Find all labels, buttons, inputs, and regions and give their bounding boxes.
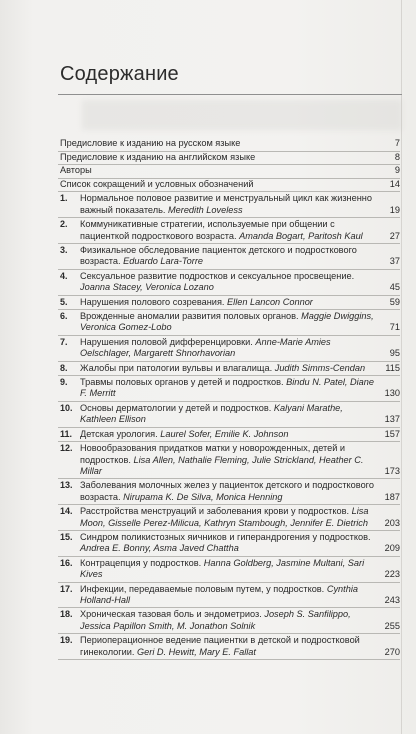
chapter-number: 19. [60,635,73,646]
toc-chapter-row[interactable] [58,634,400,660]
toc-chapter-row[interactable] [58,583,400,609]
chapter-entry [80,311,400,334]
toc-chapter-row[interactable] [58,531,400,557]
chapter-title: Физикальное обследование пациенток детского и подросткового возраста. [80,245,357,267]
page-number: 137 [384,414,400,425]
chapter-number: 12. [60,443,73,454]
chapter-title: Синдром поликистозных яичников и гиперандрогения у подростков. [80,531,371,542]
chapter-title: Жалобы при патологии вульвы и влагалища. [80,362,273,373]
chapter-number: 9. [60,377,68,388]
toc-chapter-row[interactable] [58,402,400,428]
chapter-authors: Cynthia Holland-Hall [80,583,358,605]
chapter-number: 18. [60,609,73,620]
chapter-entry [80,219,400,242]
chapter-authors: Lisa Allen, Nathalie Fleming, Julie Strickland, Heather C. Millar [80,454,364,476]
chapter-authors: Lisa Moon, Gisselle Perez-Milicua, Kathryn Stambough, Jennifer E. Dietrich [80,506,369,528]
chapter-entry [80,193,400,216]
preface-title: Авторы [60,165,92,176]
page-number: 37 [389,256,400,267]
chapter-authors: Anne-Marie Amies Oelschlager, Margarett Shnorhavorian [80,336,331,359]
chapter-number: 10. [60,402,73,413]
page-number: 59 [389,296,400,307]
toc-chapter-row[interactable] [58,270,400,296]
chapter-number: 8. [60,362,68,373]
toc-chapter-row[interactable] [58,505,400,531]
page-number: 14 [389,178,400,189]
chapter-number: 6. [60,311,68,322]
chapter-entry [80,297,400,308]
chapter-title: Травмы половых органов у детей и подростков. [80,377,284,388]
chapter-title: Расстройства менструаций и заболевания крови у подростков. [80,506,350,517]
page-number: 8 [394,151,400,162]
chapter-authors: Ellen Lancon Connor [227,296,313,307]
chapter-title: Сексуальное развитие подростков и сексуальное просвещение. [80,270,355,281]
page-number: 115 [385,362,400,373]
chapter-authors: Andrea E. Bonny, Asma Javed Chattha [80,543,239,554]
chapter-authors: Laurel Sofer, Emilie K. Johnson [160,428,289,439]
chapter-authors: Hanna Goldberg, Jasmine Multani, Sari Kives [80,557,365,580]
chapter-number: 7. [60,336,68,347]
chapter-number: 16. [60,557,73,568]
chapter-number: 15. [60,531,73,542]
chapter-title: Новообразования придатков матки у новорожденных, детей и подростков. [80,443,346,465]
page-title: Содержание [60,63,179,85]
chapter-entry [80,532,400,555]
preface-title: Список сокращений и условных обозначений [60,178,254,189]
chapter-title: Контрацепция у подростков. [80,557,202,568]
toc-chapter-row[interactable] [58,376,400,402]
chapter-entry [80,558,400,581]
bleed-through-shadow [82,100,402,130]
chapter-title: Заболевания молочных желез у пациенток детского и подросткового возраста. [80,480,374,502]
chapter-number: 11. [60,428,73,439]
chapter-number: 4. [60,270,68,281]
chapter-entry [80,337,400,360]
toc-chapter-row[interactable] [58,479,400,505]
page-number: 209 [384,543,400,554]
chapter-title: Основы дерматологии у детей и подростков. [80,402,272,413]
chapter-authors: Meredith Loveless [168,204,243,215]
chapter-entry [80,609,400,632]
chapter-title: Нормальное половое развитие и менструальный цикл как жизненно важный показатель. [80,193,372,215]
chapter-entry [80,377,400,400]
page-number: 243 [384,594,400,605]
page-number: 157 [384,428,400,439]
chapter-authors: Judith Simms-Cendan [274,362,366,373]
chapter-title: Периоперационное ведение пациентки в детской и подростковой гинекологии. [80,635,360,657]
chapter-authors: Geri D. Hewitt, Mary E. Fallat [137,646,256,657]
title-rule [58,94,402,95]
page-number: 9 [394,165,400,176]
chapter-authors: Joanna Stacey, Veronica Lozano [80,282,214,293]
chapter-number: 2. [60,219,68,230]
toc-chapter-row[interactable] [58,442,400,479]
page-number: 27 [389,230,400,241]
chapter-title: Нарушения половой дифференцировки. [80,336,253,347]
page-number: 187 [384,491,400,502]
chapter-title: Нарушения полового созревания. [80,296,225,307]
chapter-entry [80,480,400,503]
chapter-entry [80,429,400,440]
page-number: 270 [384,646,400,657]
page-number: 130 [384,388,400,399]
chapter-title: Хроническая тазовая боль и эндометриоз. [80,609,262,620]
chapter-title: Детская урология. [80,428,158,439]
chapter-number: 14. [60,506,73,517]
chapter-entry [80,584,400,607]
chapter-authors: Bindu N. Patel, Diane F. Merritt [80,377,374,399]
page-number: 7 [394,138,400,149]
toc-preface-row[interactable] [58,152,400,166]
chapter-title: Инфекции, передаваемые половым путем, у подростков. [80,583,325,594]
chapter-authors: Joseph S. Sanfilippo, Jessica Papillon Smith, M. Jonathon Solnik [80,609,351,631]
chapter-title: Врожденные аномалии развития половых органов. [80,311,299,322]
toc-chapter-row[interactable] [58,557,400,583]
chapter-title: Коммуникативные стратегии, используемые при общении с пациенткой подросткового возраста. [80,219,335,241]
chapter-number: 1. [60,193,68,204]
preface-title: Предисловие к изданию на русском языке [60,138,241,148]
toc-chapter-row[interactable] [58,428,400,442]
chapter-number: 5. [60,296,68,307]
chapter-entry [80,271,400,294]
page-number: 71 [389,322,400,333]
page-number: 173 [384,465,400,476]
page-number: 203 [384,517,400,528]
toc-preface-row[interactable] [58,165,400,179]
page-number: 95 [389,348,400,359]
toc-preface-row[interactable] [58,138,400,152]
toc-chapter-row[interactable] [58,192,400,218]
toc-chapter-row[interactable] [58,608,400,634]
chapter-authors: Eduardo Lara-Torre [123,256,203,267]
chapter-authors: Amanda Bogart, Paritosh Kaul [239,230,363,241]
toc-chapter-row[interactable] [58,362,400,376]
toc-chapter-row[interactable] [58,244,400,270]
toc-chapter-row[interactable] [58,296,400,310]
chapter-entry [80,363,400,374]
page-number: 19 [389,204,400,215]
chapter-entry [80,245,400,268]
preface-title: Предисловие к изданию на английском языке [60,151,256,162]
chapter-entry [80,635,400,658]
page-number: 45 [389,282,400,293]
toc-chapter-row[interactable] [58,310,400,336]
chapter-number: 3. [60,245,68,255]
chapter-number: 13. [60,480,73,491]
page-number: 255 [384,620,400,631]
chapter-authors: Nirupama K. De Silva, Monica Henning [123,491,283,502]
table-of-contents [58,138,400,660]
toc-chapter-row[interactable] [58,336,400,362]
chapter-entry [80,443,400,477]
toc-chapter-row[interactable] [58,218,400,244]
chapter-entry [80,403,400,426]
chapter-authors: Kalyani Marathe, Kathleen Ellison [80,402,343,425]
chapter-authors: Maggie Dwiggins, Veronica Gomez-Lobo [80,311,374,333]
toc-preface-row[interactable] [58,179,400,193]
chapter-number: 17. [60,583,73,594]
chapter-entry [80,506,400,529]
page-number: 223 [384,569,400,580]
